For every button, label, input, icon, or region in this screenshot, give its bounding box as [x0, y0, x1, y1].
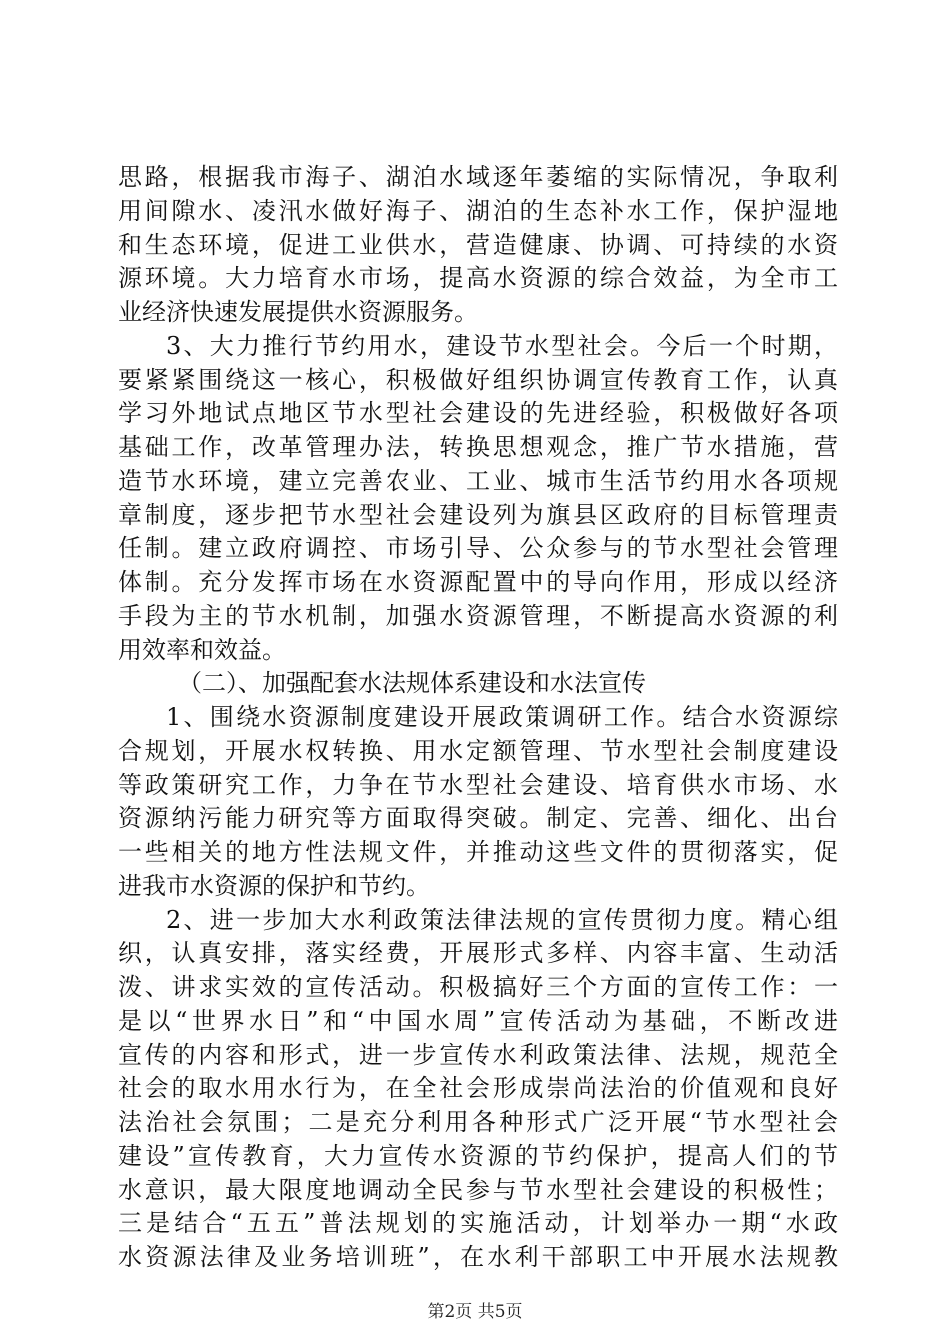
text-line: 织，认真安排，落实经费，开展形式多样、内容丰富、生动活 [118, 939, 838, 968]
text-line: 学习外地试点地区节水型社会建设的先进经验，积极做好各项 [118, 399, 838, 428]
text-line: 法治社会氛围；二是充分利用各种形式广泛开展“节水型社会 [118, 1108, 838, 1136]
text-line: 造节水环境，建立完善农业、工业、城市生活节约用水各项规 [118, 466, 838, 495]
text-line: 任制。建立政府调控、市场引导、公众参与的节水型社会管理 [118, 534, 838, 563]
text-line: 水资源法律及业务培训班”，在水利干部职工中开展水法规教 [118, 1243, 838, 1271]
text-line: 进我市水资源的保护和节约。 [118, 871, 430, 900]
text-line: 思路，根据我市海子、湖泊水域逐年萎缩的实际情况，争取利 [118, 163, 838, 191]
text-line: 资源纳污能力研究等方面取得突破。制定、完善、细化、出台 [118, 804, 838, 833]
text-line: 三是结合“五五”普法规划的实施活动，计划举办一期“水政 [118, 1209, 838, 1238]
text-line: 宣传的内容和形式，进一步宣传水利政策法律、法规，规范全 [118, 1040, 838, 1069]
text-line: 用效率和效益。 [118, 635, 286, 664]
text-line: 是以“世界水日”和“中国水周”宣传活动为基础，不断改进 [118, 1006, 838, 1035]
text-line: 水意识，最大限度地调动全民参与节水型社会建设的积极性； [118, 1175, 838, 1204]
text-line: 体制。充分发挥市场在水资源配置中的导向作用，形成以经济 [118, 568, 838, 596]
text-line: 建设”宣传教育，大力宣传水资源的节约保护，提高人们的节 [118, 1141, 838, 1170]
section-heading: （二）、加强配套水法规体系建设和水法宣传 [178, 669, 646, 698]
paragraph-start-line: 1、围绕水资源制度建设开展政策调研工作。结合水资源综 [166, 703, 838, 731]
text-line: 手段为主的节水机制，加强水资源管理，不断提高水资源的利 [118, 601, 838, 630]
paragraph-start-line: 3、大力推行节约用水，建设节水型社会。今后一个时期， [166, 331, 838, 360]
text-line: 社会的取水用水行为，在全社会形成崇尚法治的价值观和良好 [118, 1074, 838, 1103]
text-line: 章制度，逐步把节水型社会建设列为旗县区政府的目标管理责 [118, 500, 838, 529]
text-line: 合规划，开展水权转换、用水定额管理、节水型社会制度建设 [118, 736, 838, 765]
text-line: 要紧紧围绕这一核心，积极做好组织协调宣传教育工作，认真 [118, 365, 838, 394]
text-line: 基础工作，改革管理办法，转换思想观念，推广节水措施，营 [118, 433, 838, 461]
text-line: 用间隙水、凌汛水做好海子、湖泊的生态补水工作，保护湿地 [118, 196, 838, 225]
text-line: 业经济快速发展提供水资源服务。 [118, 298, 478, 326]
text-line: 源环境。大力培育水市场，提高水资源的综合效益，为全市工 [118, 264, 838, 293]
text-line: 一些相关的地方性法规文件，并推动这些文件的贯彻落实，促 [118, 838, 838, 866]
document-body [118, 161, 838, 1275]
text-line: 和生态环境，促进工业供水，营造健康、协调、可持续的水资 [118, 230, 838, 259]
text-line: 等政策研究工作，力争在节水型社会建设、培育供水市场、水 [118, 770, 838, 799]
text-line: 泼、讲求实效的宣传活动。积极搞好三个方面的宣传工作：一 [118, 973, 838, 1001]
paragraph-start-line: 2、进一步加大水利政策法律法规的宣传贯彻力度。精心组 [166, 905, 838, 934]
page-number-footer: 第2页 共5页 [427, 1302, 523, 1322]
